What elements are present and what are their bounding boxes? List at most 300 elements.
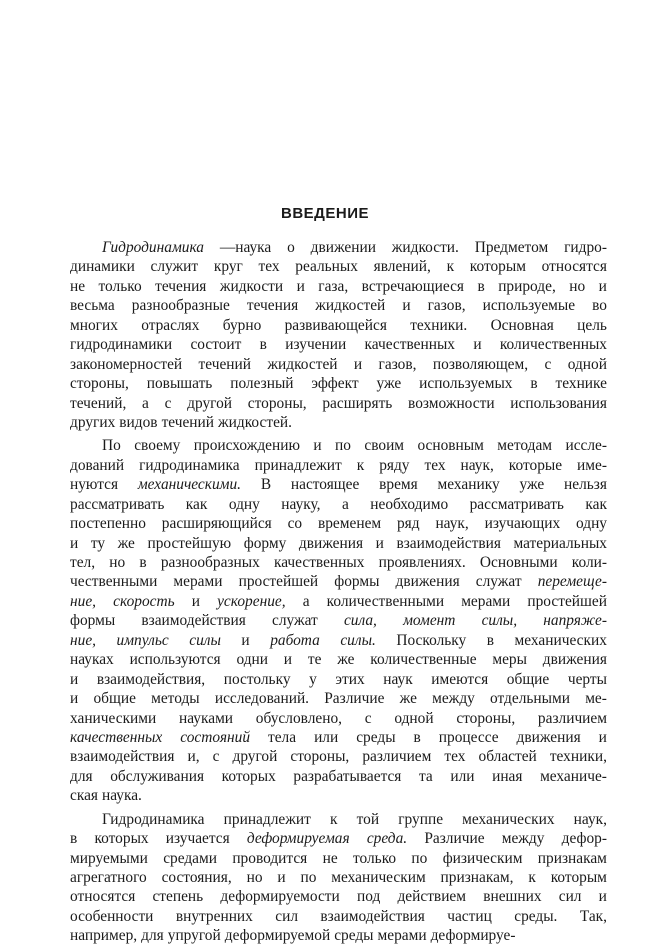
italic-term: силы,: [481, 612, 518, 630]
word: и: [191, 592, 200, 610]
word: В: [260, 476, 272, 494]
text-line: [70, 495, 607, 514]
word: эффект: [311, 375, 359, 393]
word: меры: [492, 651, 527, 669]
word: тех: [444, 748, 466, 766]
word: взаимодействия,: [96, 670, 206, 688]
text-line: [70, 316, 607, 335]
word: деформируемой: [224, 927, 331, 945]
text-line: [70, 926, 607, 945]
word: и,: [187, 748, 200, 766]
word: агрегатного: [70, 869, 147, 886]
word: дований: [70, 456, 125, 474]
word: внешних: [483, 888, 542, 906]
italic-term: сила,: [343, 612, 377, 630]
word: с: [544, 355, 552, 373]
word: изучается: [165, 830, 230, 848]
word: служит: [150, 258, 199, 276]
word: или: [450, 767, 475, 785]
body-text: [70, 238, 607, 946]
italic-term: деформируемая: [246, 830, 350, 848]
word: используются: [129, 651, 221, 669]
word: изучении: [285, 336, 347, 354]
word: не: [70, 277, 86, 295]
text-line: [70, 355, 607, 374]
word: и: [353, 355, 363, 373]
word: относятся: [541, 258, 607, 276]
word: своим: [364, 437, 405, 455]
word: позволяющем,: [432, 355, 529, 373]
word: к: [446, 258, 455, 276]
word: течений: [161, 413, 215, 431]
word: гидродинамики: [70, 336, 173, 354]
word: количественными: [326, 592, 445, 610]
word: расширяющийся: [161, 515, 272, 533]
word: настоящее: [290, 476, 360, 494]
word: движения: [516, 728, 581, 746]
word: для: [70, 767, 93, 785]
word: Основными: [479, 554, 558, 571]
word: науку,: [281, 495, 321, 513]
word: разнообразные: [131, 297, 230, 315]
text-line: [70, 335, 607, 354]
word: проявлениях.: [378, 554, 466, 571]
word: технике: [555, 375, 607, 393]
word: временем: [317, 515, 382, 533]
text-line: [70, 689, 607, 708]
word: цель: [577, 316, 607, 334]
word: стороны,: [70, 375, 129, 393]
word: рассматривать: [469, 495, 564, 513]
word: но: [246, 869, 263, 886]
word: круг: [213, 258, 243, 276]
word: среды.: [514, 907, 558, 925]
word: мерами: [377, 927, 427, 945]
word: Различие: [424, 830, 485, 848]
word: ряд: [396, 515, 420, 533]
word: обусловлено,: [255, 709, 342, 727]
word: ская: [70, 787, 98, 805]
word: методы: [151, 690, 200, 708]
word: время: [379, 476, 418, 494]
word: отраслях: [141, 316, 200, 334]
italic-term: силы: [189, 631, 221, 649]
word: и: [241, 631, 250, 649]
word: одной: [567, 355, 607, 373]
text-line: [70, 394, 607, 413]
word: в: [139, 554, 147, 571]
word: признакам,: [440, 869, 514, 886]
word: техники.: [410, 316, 468, 334]
word: физическим: [442, 849, 523, 867]
word: только: [98, 277, 142, 295]
word: по: [300, 869, 317, 886]
word: качественных: [364, 336, 456, 354]
italic-term: момент: [403, 612, 456, 630]
word: разнообразных: [160, 554, 260, 571]
word: как: [185, 495, 208, 513]
word: ту: [90, 534, 106, 552]
word: многих: [70, 316, 118, 334]
word: происхождению: [193, 437, 300, 455]
word: своему: [134, 437, 181, 455]
text-line: [70, 436, 607, 455]
word: необходимо: [370, 495, 449, 513]
italic-term: импульс: [116, 631, 169, 649]
word: количественных: [499, 336, 607, 354]
text-line: [70, 374, 607, 393]
word: состояния,: [161, 869, 232, 886]
word: же: [337, 651, 355, 669]
word: Основная: [490, 316, 554, 334]
word: процессе: [438, 728, 499, 746]
text-line: [70, 728, 607, 747]
word: уже: [519, 476, 545, 494]
word: жидкостей.: [218, 413, 292, 431]
word: газов,: [427, 297, 466, 315]
word: течения: [155, 277, 207, 295]
word: форму: [243, 534, 287, 552]
text-line: [70, 849, 607, 868]
text-line: [70, 709, 607, 728]
text-line: [70, 767, 607, 786]
word: наук,: [573, 810, 607, 828]
word: в: [259, 336, 267, 354]
text-line: [70, 238, 607, 257]
word: различием: [537, 709, 607, 727]
word: взаимодействия: [70, 748, 175, 766]
text-line: [70, 413, 607, 432]
text-line: [70, 257, 607, 276]
italic-term: состояний: [180, 728, 251, 746]
word: сил: [558, 888, 582, 906]
word: используемые: [482, 297, 576, 315]
word: степень: [152, 888, 204, 906]
word: а: [302, 592, 310, 610]
word: этих: [335, 670, 365, 688]
word: с: [164, 394, 172, 412]
word: одну: [575, 515, 607, 533]
word: те: [307, 651, 322, 669]
text-line: [70, 456, 607, 475]
word: постепенно: [70, 515, 146, 533]
word: и: [277, 869, 286, 886]
word: механическим: [331, 869, 426, 886]
word: другой: [232, 748, 278, 766]
word: движения: [298, 534, 364, 552]
word: или: [314, 728, 339, 746]
word: Поскольку: [396, 631, 467, 649]
word: одни: [236, 651, 268, 669]
word: внутренних: [175, 907, 253, 925]
word: нельзя: [564, 476, 607, 494]
word: формы: [70, 612, 116, 630]
italic-term: скорость: [113, 592, 175, 610]
italic-term: работа: [270, 631, 320, 649]
word: и: [402, 297, 411, 315]
word: и: [313, 437, 322, 455]
word: тел,: [70, 554, 96, 571]
text-line: [70, 277, 607, 296]
word: основным: [417, 437, 484, 455]
word: По: [102, 437, 121, 455]
word: Различие: [324, 690, 385, 708]
word: не: [322, 849, 338, 867]
word: областей: [478, 748, 537, 766]
paragraph: [70, 238, 607, 432]
word: жидкости.: [391, 239, 459, 256]
word: же: [117, 534, 135, 552]
word: действием: [397, 888, 466, 906]
word: и: [598, 888, 607, 906]
word: Предметом: [474, 239, 549, 256]
word: к: [329, 810, 338, 828]
word: использования: [510, 394, 607, 412]
word: динамики: [70, 258, 135, 276]
word: и: [598, 728, 607, 746]
word: возможности: [408, 394, 495, 412]
word: тех: [424, 456, 446, 474]
word: в: [413, 728, 421, 746]
word: к: [356, 456, 365, 474]
word: другой: [187, 394, 233, 412]
word: жидкостей: [267, 355, 338, 373]
italic-term: механическими.: [137, 476, 242, 494]
word: по: [411, 849, 428, 867]
italic-term: напряже-: [543, 612, 607, 630]
word: других: [70, 413, 116, 431]
word: же: [399, 690, 417, 708]
text-line: [70, 868, 607, 887]
word: изучающих: [484, 515, 561, 533]
word: у: [309, 670, 317, 688]
text-line: [70, 887, 607, 906]
text-line: [70, 670, 607, 689]
text-line: [70, 907, 607, 926]
text-line: [70, 572, 607, 591]
word: дефор-: [561, 830, 607, 848]
word: стороны,: [290, 748, 350, 766]
text-line: [70, 296, 607, 315]
word: состоит: [190, 336, 242, 354]
word: принадлежит: [254, 456, 342, 474]
word: одной: [394, 709, 434, 727]
word: о: [287, 239, 295, 256]
word: черты: [567, 670, 607, 688]
word: используемых: [419, 375, 513, 393]
word: качественных: [273, 554, 365, 571]
word: явлений,: [373, 258, 431, 276]
word: движения: [542, 651, 607, 669]
text-line: [70, 650, 607, 669]
text-line: [70, 786, 607, 805]
word: между: [432, 690, 475, 708]
word: которым: [550, 869, 607, 886]
italic-term: ние,: [70, 631, 97, 649]
word: течения: [246, 297, 299, 315]
word: для: [141, 927, 164, 945]
italic-term: ние,: [70, 592, 97, 610]
word: и: [473, 336, 482, 354]
word: служат: [475, 573, 522, 591]
word: наук,: [435, 515, 469, 533]
word: рассматривать: [70, 495, 165, 513]
word: науках: [70, 651, 114, 669]
word: деформируе-: [430, 927, 516, 945]
text-line: [70, 475, 607, 494]
word: развивающейся: [284, 316, 387, 334]
text-line: [70, 534, 607, 553]
word: иная: [492, 767, 523, 785]
italic-term: качественных: [70, 728, 163, 746]
word: наук: [383, 670, 413, 688]
word: и: [283, 651, 293, 669]
text-line: [70, 553, 607, 572]
word: течений,: [70, 394, 127, 412]
italic-term: Гидродинамика: [102, 239, 204, 256]
word: расширять: [322, 394, 393, 412]
word: той: [356, 810, 380, 828]
word: тех: [258, 258, 280, 276]
word: только: [352, 849, 397, 867]
word: ряду: [379, 456, 410, 474]
word: бурно: [222, 316, 262, 334]
word: и: [375, 534, 384, 552]
word: стороны,: [456, 709, 516, 727]
word: ханическими: [70, 709, 157, 727]
word: уже: [376, 375, 402, 393]
word: повышать: [146, 375, 213, 393]
word: гидродинамика: [139, 456, 240, 474]
word: видов: [119, 413, 158, 431]
word: ме-: [585, 690, 607, 708]
word: науками: [179, 709, 234, 727]
word: и: [70, 670, 79, 688]
word: материальных: [513, 534, 607, 552]
word: течений: [198, 355, 252, 373]
word: общие: [506, 670, 550, 688]
word: встречающиеся: [361, 277, 464, 295]
text-line: [70, 611, 607, 630]
word: проводится: [232, 849, 308, 867]
word: деформируемости: [220, 888, 340, 906]
word: с: [212, 748, 220, 766]
word: простейшую: [147, 534, 232, 552]
word: мерами: [173, 573, 223, 591]
word: наук,: [460, 456, 494, 474]
italic-term: силы.: [340, 631, 376, 649]
chapter-heading: ВВЕДЕНИЕ: [281, 205, 369, 222]
word: исследований.: [214, 690, 310, 708]
text-line: [70, 514, 607, 533]
word: количественные: [370, 651, 477, 669]
text-line: [70, 592, 607, 611]
word: частиц: [447, 907, 492, 925]
word: техники,: [549, 748, 607, 766]
word: наука.: [102, 787, 142, 805]
word: и: [296, 277, 305, 295]
word: а: [341, 495, 349, 513]
word: в: [70, 830, 78, 848]
italic-term: перемеще-: [537, 573, 607, 591]
word: чественными: [70, 573, 158, 591]
word: мерами: [461, 592, 511, 610]
word: среды: [334, 927, 374, 945]
word: отдельными: [490, 690, 570, 708]
word: принадлежит: [223, 810, 311, 828]
word: движения: [395, 573, 460, 591]
word: различием: [362, 748, 432, 766]
text-line: [70, 829, 607, 848]
word: жидкостей: [315, 297, 386, 315]
word: взаимодействия: [141, 612, 246, 630]
word: газов,: [378, 355, 417, 373]
word: служат: [271, 612, 318, 630]
word: име-: [577, 456, 607, 474]
word: во: [592, 297, 607, 315]
word: в: [530, 375, 538, 393]
word: весьма: [70, 297, 115, 315]
word: гидро-: [564, 239, 607, 256]
text-line: [70, 747, 607, 766]
word: взаимодействия: [396, 534, 501, 552]
word: имеются: [431, 670, 489, 688]
word: методам: [497, 437, 553, 455]
text-line: [70, 631, 607, 650]
word: простейшей: [527, 592, 607, 610]
word: движении: [310, 239, 376, 256]
word: между: [501, 830, 545, 848]
word: тела: [268, 728, 297, 746]
word: которые: [508, 456, 563, 474]
word: и: [70, 690, 79, 708]
word: —наука: [219, 239, 272, 256]
word: газа,: [318, 277, 349, 295]
paragraph: [70, 810, 607, 946]
word: к: [528, 869, 536, 886]
word: постольку: [223, 670, 291, 688]
word: например,: [70, 927, 138, 945]
paragraph: [70, 436, 607, 805]
word: механических: [462, 810, 555, 828]
word: формы: [334, 573, 380, 591]
word: природе,: [498, 277, 556, 295]
word: общие: [93, 690, 136, 708]
word: та: [418, 767, 433, 785]
word: упругой: [167, 927, 221, 945]
word: обслуживания: [110, 767, 205, 785]
word: жидкости: [219, 277, 284, 295]
word: в: [486, 631, 495, 649]
word: но: [109, 554, 126, 571]
word: среды: [356, 728, 396, 746]
word: признакам: [537, 849, 607, 867]
word: разрабатывается: [293, 767, 402, 785]
word: Так,: [579, 907, 607, 925]
word: коли-: [571, 554, 607, 571]
word: а: [142, 394, 149, 412]
word: одну: [228, 495, 260, 513]
word: по: [335, 437, 351, 455]
word: иссле-: [565, 437, 607, 455]
word: особенности: [70, 907, 154, 925]
word: которых: [221, 767, 276, 785]
word: мируемыми: [70, 849, 148, 867]
italic-term: среда.: [366, 830, 408, 848]
word: механиче-: [540, 767, 607, 785]
word: под: [356, 888, 381, 906]
word: со: [287, 515, 303, 533]
